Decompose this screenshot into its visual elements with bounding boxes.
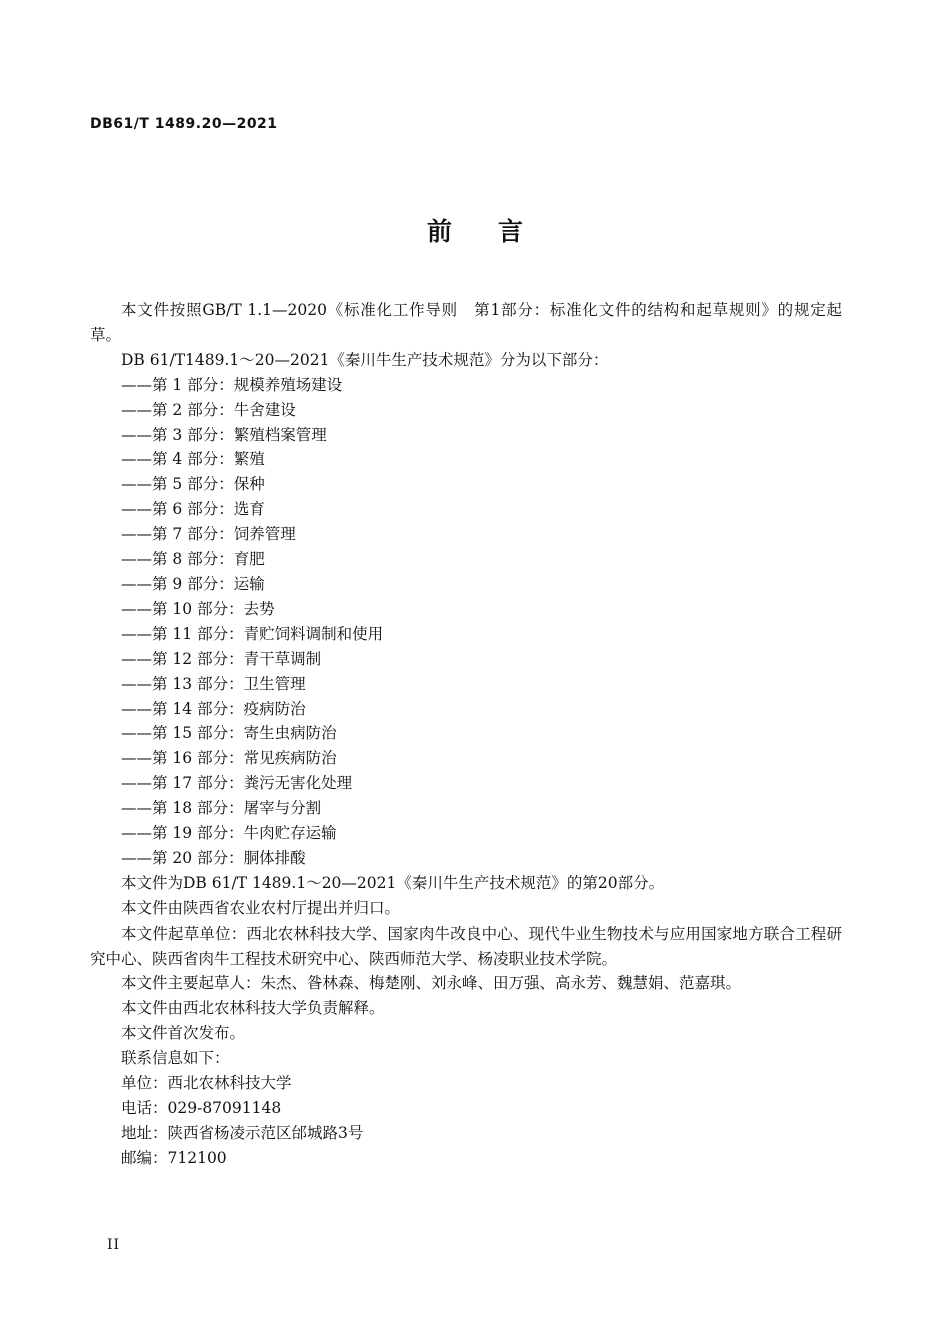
list-item: ——第 2 部分：牛舍建设 xyxy=(121,400,296,419)
list-item: ——第 6 部分：选育 xyxy=(121,500,265,519)
list-item: ——第 19 部分：牛肉贮存运输 xyxy=(121,824,337,843)
list-item: ——第 20 部分：胴体排酸 xyxy=(121,848,306,867)
list-item: ——第 4 部分：繁殖 xyxy=(121,450,265,469)
proposed-by-statement: 本文件由陕西省农业农村厅提出并归口。 xyxy=(121,898,401,917)
list-item: ——第 14 部分：疫病防治 xyxy=(121,699,306,718)
parts-list xyxy=(90,373,842,871)
list-item: ——第 7 部分：饲养管理 xyxy=(121,525,296,544)
drafters-statement: 本文件主要起草人：朱杰、昝林森、梅楚刚、刘永峰、田万强、高永芳、魏慧娟、范嘉琪。 xyxy=(121,974,742,993)
part-of-statement: 本文件为DB 61/T 1489.1～20—2021《秦川牛生产技术规范》的第20部分。 xyxy=(121,873,665,892)
first-release-statement: 本文件首次发布。 xyxy=(121,1024,246,1043)
drafting-units-statement: 本文件起草单位：西北农林科技大学、国家肉牛改良中心、现代牛业生物技术与应用国家地方联合工程研究中心、陕西省肉牛工程技术研究中心、陕西师范大学、杨凌职业技术学院。 xyxy=(90,924,842,968)
list-item: ——第 18 部分：屠宰与分割 xyxy=(121,799,322,818)
list-item: ——第 10 部分：去势 xyxy=(121,599,275,618)
document-body xyxy=(90,298,842,1171)
contact-postcode: 邮编：712100 xyxy=(121,1148,227,1167)
list-item: ——第 3 部分：繁殖档案管理 xyxy=(121,425,327,444)
intro-paragraph-2: DB 61/T1489.1～20—2021《秦川牛生产技术规范》分为以下部分： xyxy=(121,350,609,369)
page-title: 前言 xyxy=(426,217,569,246)
contact-unit: 单位：西北农林科技大学 xyxy=(121,1074,292,1093)
document-code: DB61/T 1489.20—2021 xyxy=(90,116,278,132)
list-item: ——第 8 部分：育肥 xyxy=(121,550,265,569)
contact-phone: 电话：029-87091148 xyxy=(121,1099,282,1117)
interpretation-statement: 本文件由西北农林科技大学负责解释。 xyxy=(121,999,385,1018)
list-item: ——第 15 部分：寄生虫病防治 xyxy=(121,724,337,743)
list-item: ——第 16 部分：常见疾病防治 xyxy=(121,749,337,768)
list-item: ——第 13 部分：卫生管理 xyxy=(121,674,306,693)
intro-paragraph-1: 本文件按照GB/T 1.1—2020《标准化工作导则 第1部分：标准化文件的结构和起草规则》的规定起草。 xyxy=(90,301,842,344)
page-number: II xyxy=(107,1237,121,1253)
list-item: ——第 12 部分：青干草调制 xyxy=(121,649,322,668)
list-item: ——第 9 部分：运输 xyxy=(121,574,265,593)
contact-address: 地址：陕西省杨凌示范区邰城路3号 xyxy=(121,1123,364,1142)
list-item: ——第 17 部分：粪污无害化处理 xyxy=(121,774,353,793)
contact-info xyxy=(90,1071,842,1171)
contact-intro: 联系信息如下： xyxy=(121,1049,230,1068)
list-item: ——第 1 部分：规模养殖场建设 xyxy=(121,375,343,394)
list-item: ——第 11 部分：青贮饲料调制和使用 xyxy=(121,624,384,643)
list-item: ——第 5 部分：保种 xyxy=(121,475,265,494)
